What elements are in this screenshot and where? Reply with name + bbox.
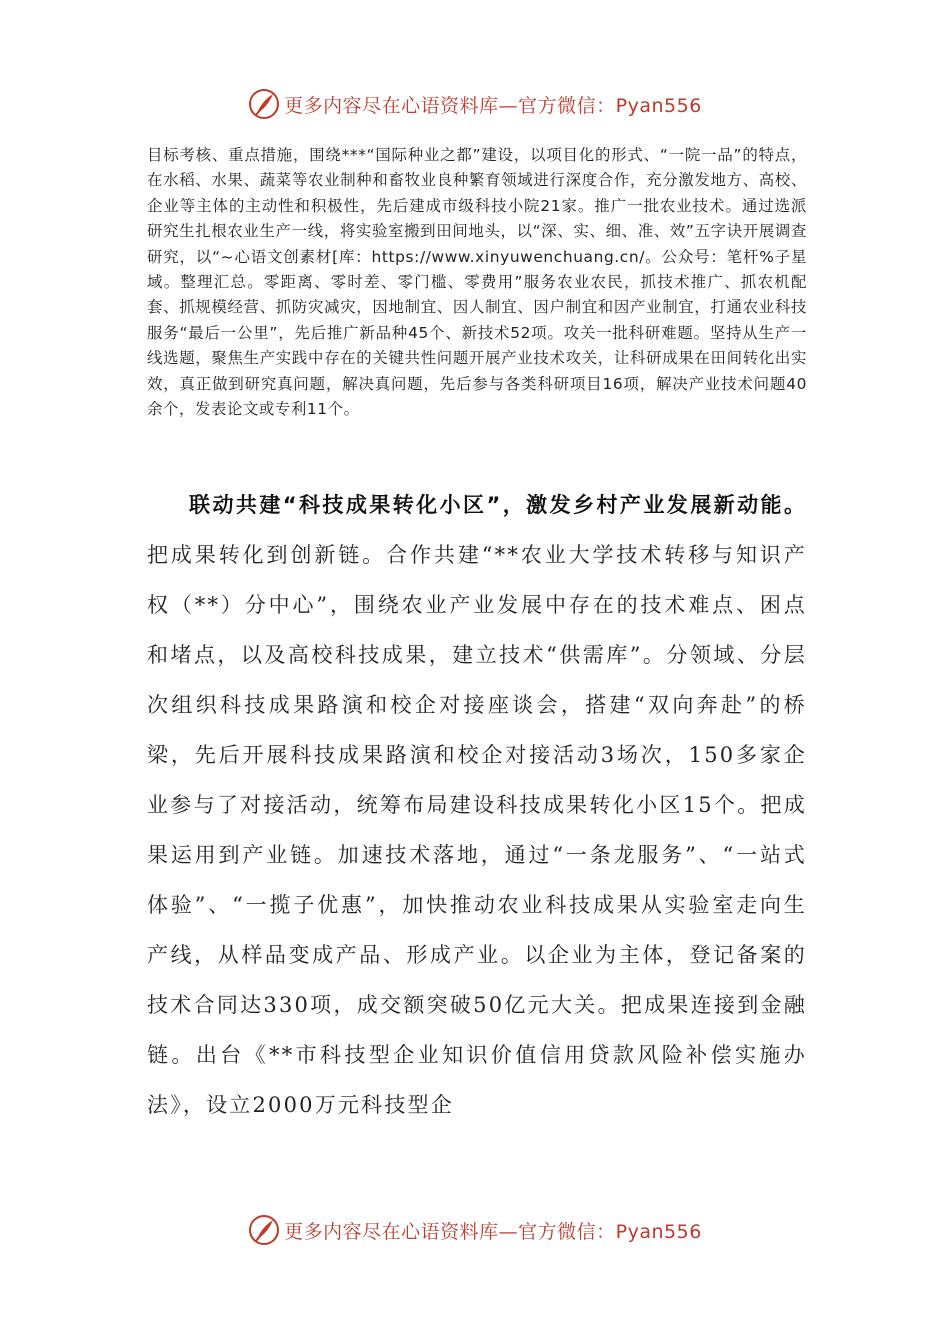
paragraph-2-heading: 联动共建“科技成果转化小区”，激发乡村产业发展新动能。 [189, 493, 807, 517]
quill-pen-icon [248, 1214, 280, 1246]
quill-pen-icon [248, 88, 280, 120]
footer-watermark-banner [0, 1212, 950, 1248]
body-paragraph-small [147, 143, 807, 422]
paragraph-1: 目标考核、重点措施，围绕***“国际种业之都”建设，以项目化的形式、“一院一品”的特点，在水稻、水果、蔬菜等农业制种和畜牧业良种繁育领域进行深度合作，充分激发地方、高校、企业等主体的主动性和积极性，先后建成市级科技小院21家。推广一批农业技术。通过选派研究生扎根农业生产一线，将实验室搬到田间地头，以“深、实、细、准、效”五字诀开展调查研究，以“~心语文创素材[库：https://www.xinyuwenchuang.cn/。公众号：笔杆%子星域。整理汇总。零距离、零时差、零门槛、零费用”服务农业农民，抓技术推广、抓农机配套、抓规模经营、抓防灾减灾，因地制宜、因人制宜、因户制宜和因产业制宜，打通农业科技服务“最后一公里”，先后推广新品种45个、新技术52项。攻关一批科研难题。坚持从生产一线选题，聚焦生产实践中存在的关键共性问题开展产业技术攻关，让科研成果在田间转化出实效，真正做到研究真问题，解决真问题，先后参与各类科研项目16项，解决产业技术问题40余个，发表论文或专利11个。 [147, 146, 807, 419]
header-watermark-banner [0, 86, 950, 122]
footer-banner-text: 更多内容尽在心语资料库—官方微信：Pyan556 [284, 1220, 702, 1243]
body-paragraph-large [147, 480, 807, 1130]
header-banner-text: 更多内容尽在心语资料库—官方微信：Pyan556 [284, 94, 702, 117]
paragraph-2 [147, 480, 807, 1130]
paragraph-2-body: 把成果转化到创新链。合作共建“**农业大学技术转移与知识产权（**）分中心”，围绕农业产业发展中存在的技术难点、困点和堵点，以及高校科技成果，建立技术“供需库”。分领域、分层次组织科技成果路演和校企对接座谈会，搭建“双向奔赴”的桥梁，先后开展科技成果路演和校企对接活动3场次，150多家企业参与了对接活动，统筹布局建设科技成果转化小区15个。把成果运用到产业链。加速技术落地，通过“一条龙服务”、“一站式体验”、“一揽子优惠”，加快推动农业科技成果从实验室走向生产线，从样品变成产品、形成产业。以企业为主体，登记备案的技术合同达330项，成交额突破50亿元大关。把成果连接到金融链。出台《**市科技型企业知识价值信用贷款风险补偿实施办法》，设立2000万元科技型企 [147, 543, 807, 1117]
